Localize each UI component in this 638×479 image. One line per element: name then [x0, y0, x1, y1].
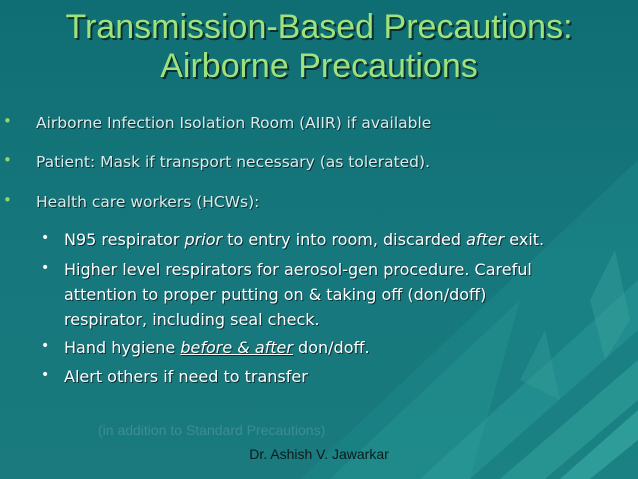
bullet-patient: Patient: Mask if transport necessary (as tolerated).: [36, 153, 430, 171]
n95-text-3: exit.: [504, 230, 545, 249]
sub-bullet-marker: •: [41, 367, 50, 383]
hand-text-2: don/doff.: [292, 338, 370, 357]
sub-bullet-marker: •: [41, 230, 50, 246]
n95-prior: prior: [184, 230, 223, 249]
standard-precautions-note: (in addition to Standard Precautions): [98, 422, 326, 438]
hand-text-1: Hand hygiene: [64, 338, 181, 357]
bullet-marker: •: [3, 151, 12, 169]
sub-bullet-higher-line-2: attention to proper putting on & taking off (don/doff): [64, 285, 487, 304]
sub-bullet-marker: •: [41, 338, 50, 354]
title-line-2: Airborne Precautions: [160, 47, 478, 85]
sub-bullet-higher-line-1: Higher level respirators for aerosol-gen procedure. Careful: [64, 260, 532, 279]
slide-title: [20, 8, 618, 86]
bullet-hcws: Health care workers (HCWs):: [36, 193, 260, 211]
hand-before-after: before & after: [180, 338, 293, 357]
sub-bullet-alert: Alert others if need to transfer: [64, 367, 308, 386]
sub-bullet-higher-line-3: respirator, including seal check.: [64, 310, 320, 329]
bullet-aiir: Airborne Infection Isolation Room (AIIR) if available: [36, 114, 432, 132]
bullet-marker: •: [3, 112, 12, 130]
title-line-1: Transmission-Based Precautions:: [65, 8, 573, 46]
n95-after: after: [466, 230, 505, 249]
n95-text-2: to entry into room, discarded: [222, 230, 467, 249]
sub-bullet-hand-hygiene: [64, 337, 370, 359]
sub-bullet-n95: [64, 229, 544, 251]
author-footer: Dr. Ashish V. Jawarkar: [249, 446, 389, 462]
bullet-marker: •: [3, 191, 12, 209]
sub-bullet-marker: •: [41, 260, 50, 276]
n95-text-1: N95 respirator: [64, 230, 185, 249]
